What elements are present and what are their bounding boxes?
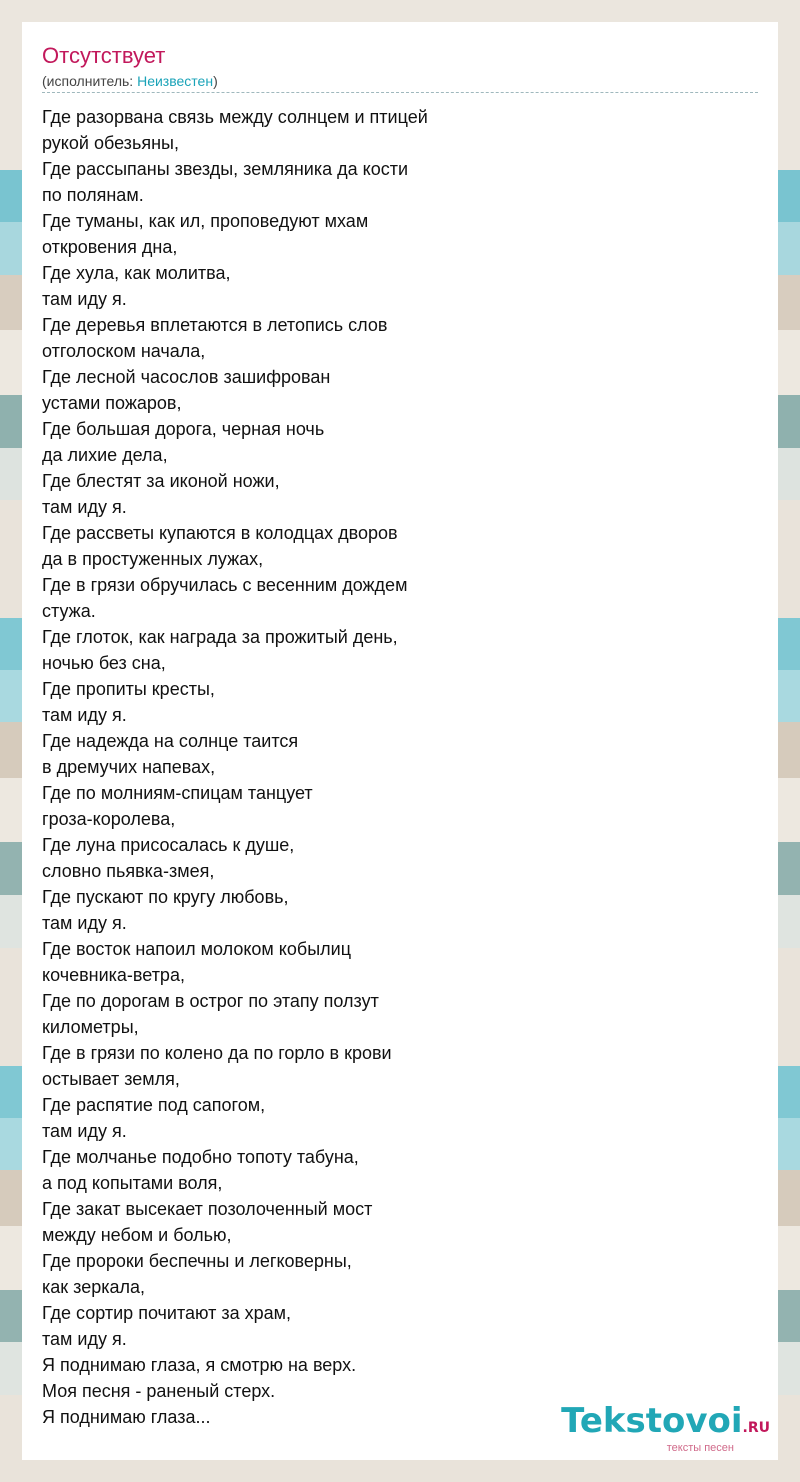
lyric-line: Где молчанье подобно топоту табуна,	[42, 1147, 359, 1167]
lyric-line: Где надежда на солнце таится	[42, 731, 299, 751]
lyric-line: да в простуженных лужах,	[42, 549, 264, 569]
lyric-line: Где восток напоил молоком кобылиц	[42, 939, 351, 959]
performer-suffix: )	[213, 73, 218, 89]
lyric-line: Где по дорогам в острог по этапу ползут	[42, 991, 379, 1011]
song-title: Отсутствует	[42, 43, 166, 68]
lyric-line: гроза-королева,	[42, 809, 176, 829]
lyric-line: Где закат высекает позолоченный мост	[42, 1199, 373, 1219]
lyric-line: Где в грязи по колено да по горло в крови	[42, 1043, 392, 1063]
lyric-line: километры,	[42, 1017, 139, 1037]
lyric-line: рукой обезьяны,	[42, 133, 179, 153]
lyric-line: Где распятие под сапогом,	[42, 1095, 266, 1115]
performer-link[interactable]: Неизвестен	[137, 73, 214, 89]
lyric-line: Где разорвана связь между солнцем и птицей	[42, 107, 428, 127]
lyric-line: Я поднимаю глаза, я смотрю на верх.	[42, 1355, 357, 1375]
lyric-line: там иду я.	[42, 1329, 127, 1349]
lyric-line: Я поднимаю глаза...	[42, 1407, 211, 1427]
lyric-line: да лихие дела,	[42, 445, 168, 465]
lyric-line: Где лесной часослов зашифрован	[42, 367, 331, 387]
lyric-line: там иду я.	[42, 705, 127, 725]
lyric-line: Моя песня - раненый стерх.	[42, 1381, 276, 1401]
lyric-line: стужа.	[42, 601, 96, 621]
lyric-line: а под копытами воля,	[42, 1173, 223, 1193]
lyric-line: Где рассветы купаются в колодцах дворов	[42, 523, 398, 543]
lyric-line: Где глоток, как награда за прожитый день,	[42, 627, 398, 647]
lyric-line: Где рассыпаны звезды, земляника да кости	[42, 159, 409, 179]
lyric-line: там иду я.	[42, 289, 127, 309]
lyric-line: Где по молниям-спицам танцует	[42, 783, 313, 803]
lyric-line: по полянам.	[42, 185, 144, 205]
lyric-line: кочевника-ветра,	[42, 965, 185, 985]
lyric-line: Где сортир почитают за храм,	[42, 1303, 292, 1323]
lyric-line: там иду я.	[42, 497, 127, 517]
title-divider	[42, 92, 758, 93]
logo-tld: .RU	[742, 1420, 770, 1436]
lyric-line: Где пророки беспечны и легковерны,	[42, 1251, 352, 1271]
logo-tagline: тексты песен	[666, 1442, 734, 1454]
lyric-line: отголоском начала,	[42, 341, 206, 361]
lyric-line: Где большая дорога, черная ночь	[42, 419, 325, 439]
site-logo[interactable]	[561, 1403, 770, 1454]
lyric-line: Где в грязи обручилась с весенним дождем	[42, 575, 408, 595]
lyric-line: Где пускают по кругу любовь,	[42, 887, 289, 907]
lyric-line: Где хула, как молитва,	[42, 263, 231, 283]
lyric-line: в дремучих напевах,	[42, 757, 216, 777]
lyrics-text	[42, 104, 742, 1430]
lyric-line: ночью без сна,	[42, 653, 166, 673]
lyric-line: Где деревья вплетаются в летопись слов	[42, 315, 388, 335]
lyric-line: устами пожаров,	[42, 393, 182, 413]
logo-name: Tekstovoi	[561, 1401, 743, 1441]
lyric-line: там иду я.	[42, 1121, 127, 1141]
lyric-line: как зеркала,	[42, 1277, 146, 1297]
lyric-line: Где луна присосалась к душе,	[42, 835, 295, 855]
lyric-line: между небом и болью,	[42, 1225, 232, 1245]
lyric-line: Где туманы, как ил, проповедуют мхам	[42, 211, 369, 231]
lyric-line: откровения дна,	[42, 237, 178, 257]
lyric-line: остывает земля,	[42, 1069, 180, 1089]
lyrics-card	[22, 22, 778, 1460]
logo-wordmark	[561, 1403, 770, 1446]
performer-line	[42, 72, 218, 90]
performer-prefix: (исполнитель:	[42, 73, 138, 89]
lyric-line: там иду я.	[42, 913, 127, 933]
lyric-line: Где пропиты кресты,	[42, 679, 215, 699]
lyric-line: Где блестят за иконой ножи,	[42, 471, 280, 491]
lyric-line: словно пьявка-змея,	[42, 861, 215, 881]
